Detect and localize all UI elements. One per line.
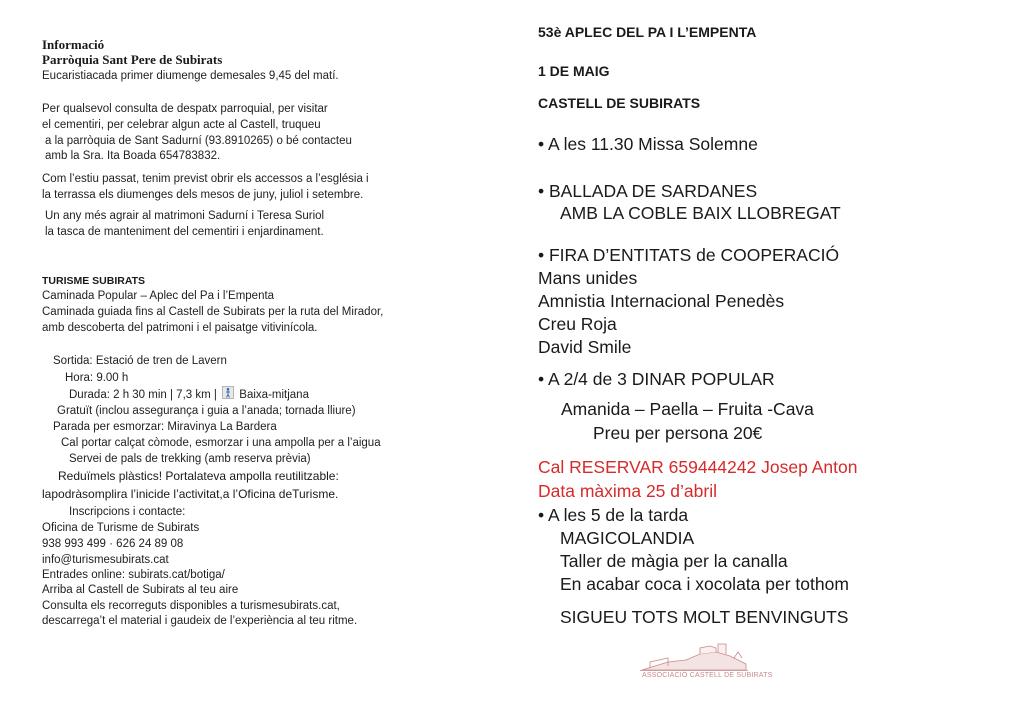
- contact-heading: Inscripcions i contacte:: [69, 506, 186, 518]
- mass-item: • A les 11.30 Missa Solemne: [538, 134, 758, 154]
- contact-routes: Consulta els recorreguts disponibles a turismesubirats.cat,: [42, 600, 340, 612]
- reserve-text: Cal RESERVAR 659444242 Josep Anton: [538, 457, 858, 477]
- entity-item: Amnistia Internacional Penedès: [538, 291, 785, 311]
- consult-line: el cementiri, per celebrar algun acte al Castell, truqueu: [42, 119, 321, 131]
- contact-online: Entrades online: subirats.cat/botiga/: [42, 569, 225, 581]
- info-heading: Informació: [42, 37, 105, 52]
- consult-line: a la parròquia de Sant Sadurní (93.8910265) o bé contacteu: [45, 135, 352, 147]
- magic-text: MAGICOLANDIA: [560, 528, 695, 548]
- logo-text: ASSOCIACIÓ CASTELL DE SUBIRATS: [642, 672, 773, 679]
- parish-heading: Parròquia Sant Pere de Subirats: [42, 52, 223, 67]
- contact-arrive: Arriba al Castell de Subirats al teu aire: [42, 584, 239, 596]
- fira-item: • FIRA D’ENTITATS de COOPERACIÓ: [538, 245, 840, 265]
- price-text: Preu per persona 20€: [593, 423, 763, 443]
- bring-text: Cal portar calçat còmode, esmorzar i una ampolla per a l’aigua: [61, 437, 381, 449]
- plastics-text: Reduïmels plàstics! Portalateva ampolla reutilitzable:: [58, 469, 339, 483]
- free-text: Gratuït (inclou assegurança i guia a l’anada; tornada lliure): [57, 405, 356, 417]
- eucharist-text: Eucaristiacada primer diumenge demesales 9,45 del matí.: [42, 70, 339, 82]
- tourism-intro: Caminada guiada fins al Castell de Subirats per la ruta del Mirador,: [42, 306, 384, 318]
- departure-text: Sortida: Estació de tren de Lavern: [53, 355, 227, 367]
- menu-text: Amanida – Paella – Fruita -Cava: [561, 399, 814, 419]
- fill-text: lapodràsomplira l’inicide l’activitat,a l’Oficina deTurisme.: [42, 487, 339, 501]
- consult-line: Per qualsevol consulta de despatx parroquial, per visitar: [42, 103, 328, 115]
- tourism-intro: amb descoberta del patrimoni i el paisatge vitivinícola.: [42, 322, 318, 334]
- duration-text: [69, 386, 309, 402]
- thanks-line: Un any més agrair al matrimoni Sadurní i Teresa Suriol: [45, 210, 325, 222]
- deadline-text: Data màxima 25 d’abril: [538, 481, 717, 501]
- time-text: Hora: 9.00 h: [65, 372, 129, 384]
- snack-text: En acabar coca i xocolata per tothom: [560, 574, 849, 594]
- entity-item: Mans unides: [538, 268, 638, 288]
- welcome-text: SIGUEU TOTS MOLT BENVINGUTS: [560, 607, 849, 627]
- duration-label: Durada: 2 h 30 min | 7,3 km |: [69, 389, 217, 401]
- hiker-icon: [222, 386, 234, 399]
- sardanes-band: AMB LA COBLE BAIX LLOBREGAT: [560, 203, 841, 223]
- contact-email: info@turismesubirats.cat: [42, 554, 169, 566]
- summer-line: la terrassa els diumenges dels mesos de juny, juliol i setembre.: [42, 189, 364, 201]
- event-date: 1 DE MAIG: [538, 63, 610, 79]
- event-title: 53è APLEC DEL PA I L’EMPENTA: [538, 24, 757, 40]
- contact-download: descarrega’t el material i gaudeix de l’experiència al teu ritme.: [42, 615, 358, 627]
- sardanes-item: • BALLADA DE SARDANES: [538, 181, 758, 201]
- tourism-heading: TURISME SUBIRATS: [42, 275, 146, 287]
- association-logo: [638, 640, 773, 682]
- entity-item: David Smile: [538, 337, 632, 357]
- consult-line: amb la Sra. Ita Boada 654783832.: [45, 150, 221, 162]
- contact-phone: 938 993 499 · 626 24 89 08: [42, 538, 184, 550]
- trekking-text: Servei de pals de trekking (amb reserva prèvia): [69, 453, 311, 465]
- stop-text: Parada per esmorzar: Miravinya La Bardera: [53, 421, 277, 433]
- dinar-item: • A 2/4 de 3 DINAR POPULAR: [538, 369, 775, 389]
- entity-item: Creu Roja: [538, 314, 617, 334]
- tourism-intro: Caminada Popular – Aplec del Pa i l’Empenta: [42, 290, 275, 302]
- thanks-line: la tasca de manteniment del cementiri i enjardinament.: [45, 226, 324, 238]
- workshop-text: Taller de màgia per la canalla: [560, 551, 788, 571]
- afternoon-item: • A les 5 de la tarda: [538, 505, 689, 525]
- summer-line: Com l’estiu passat, tenim previst obrir els accessos a l’església i: [42, 173, 369, 185]
- event-place: CASTELL DE SUBIRATS: [538, 95, 701, 111]
- contact-office: Oficina de Turisme de Subirats: [42, 522, 200, 534]
- castle-icon: [638, 640, 750, 672]
- difficulty-label: Baixa-mitjana: [239, 389, 309, 401]
